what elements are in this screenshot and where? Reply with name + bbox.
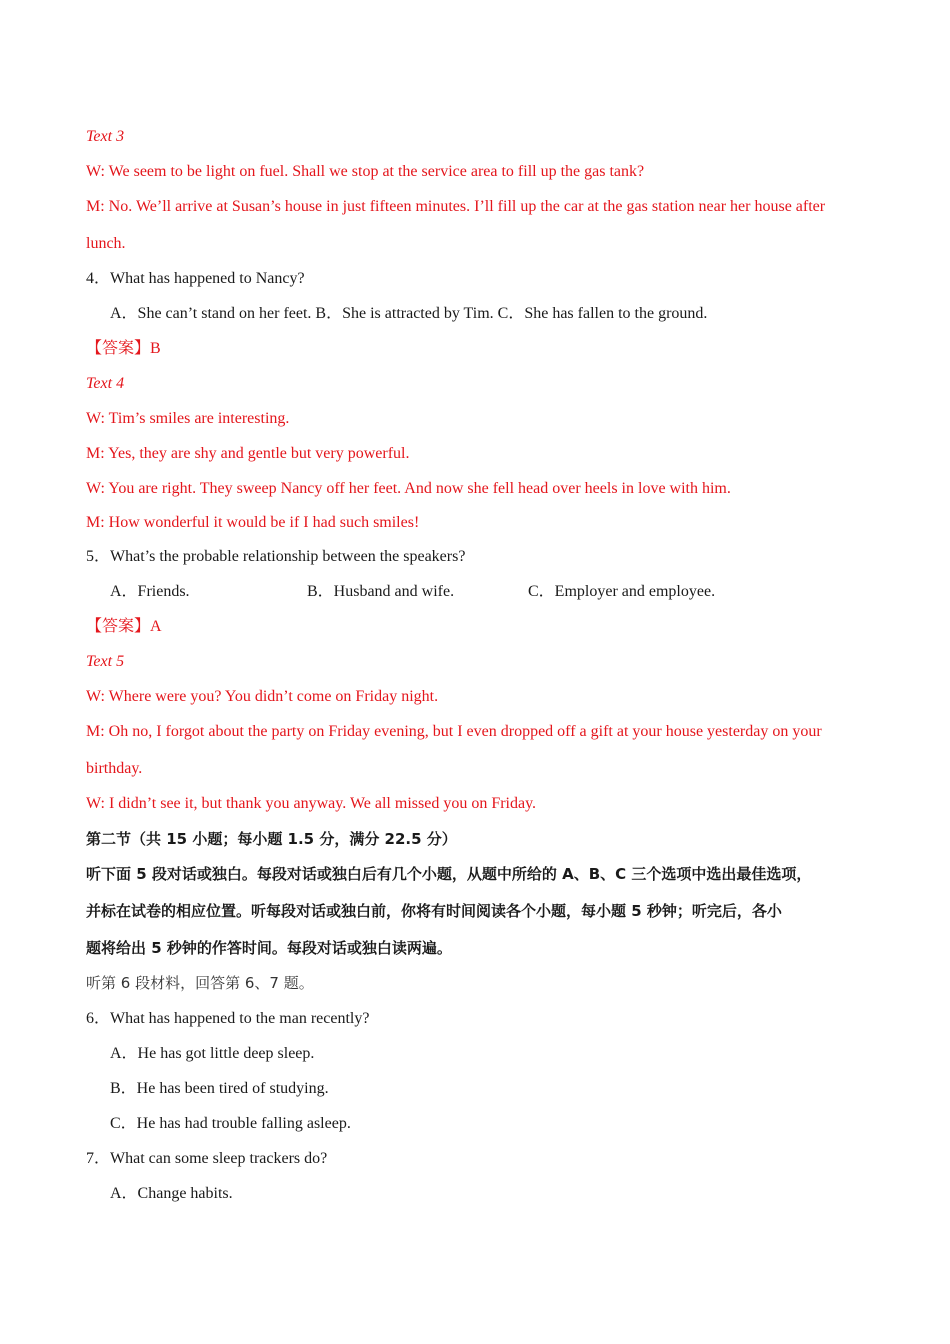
- section-2-instructions: 听下面 5 段对话或独白。每段对话或独白后有几个小题，从题中所给的 A、B、C 三个选项中选出最佳选项，: [86, 865, 812, 883]
- text5-woman-line: W: Where were you? You didn’t come on Friday night.: [86, 688, 439, 705]
- question-6-option-c: C．He has had trouble falling asleep.: [110, 1115, 351, 1132]
- question-7-option-a: A．Change habits.: [110, 1185, 233, 1202]
- text4-line: M: Yes, they are shy and gentle but very powerful.: [86, 445, 410, 462]
- text5-man-line: M: Oh no, I forgot about the party on Friday evening, but I even dropped off a gift at your house yesterday on your: [86, 723, 822, 740]
- question-4-options: A．She can’t stand on her feet. B．She is attracted by Tim. C．She has fallen to the ground.: [110, 305, 708, 322]
- question-6: 6．What has happened to the man recently?: [86, 1010, 370, 1027]
- question-6-option-b: B．He has been tired of studying.: [110, 1080, 329, 1097]
- text5-man-line-cont: birthday.: [86, 760, 143, 777]
- question-5: 5．What’s the probable relationship between the speakers?: [86, 548, 466, 565]
- question-5-answer: 【答案】A: [86, 618, 162, 635]
- question-7: 7．What can some sleep trackers do?: [86, 1150, 328, 1167]
- text4-line: M: How wonderful it would be if I had such smiles!: [86, 514, 420, 531]
- section-2-instructions: 题将给出 5 秒钟的作答时间。每段对话或独白读两遍。: [86, 939, 452, 957]
- section-2-heading: 第二节（共 15 小题；每小题 1.5 分，满分 22.5 分）: [86, 830, 457, 848]
- text3-man-line: M: No. We’ll arrive at Susan’s house in just fifteen minutes. I’ll fill up the car at the gas station near her house after: [86, 198, 826, 215]
- question-5-option-c: C．Employer and employee.: [528, 583, 716, 600]
- section-2-instructions: 并标在试卷的相应位置。听每段对话或独白前，你将有时间阅读各个小题，每小题 5 秒钟；听完后，各小: [86, 902, 782, 920]
- question-4-answer: 【答案】B: [86, 340, 161, 357]
- text5-label: Text 5: [86, 653, 125, 670]
- text3-man-line-cont: lunch.: [86, 235, 126, 252]
- question-4: 4．What has happened to Nancy?: [86, 270, 305, 287]
- question-6-option-a: A．He has got little deep sleep.: [110, 1045, 315, 1062]
- text4-line: W: You are right. They sweep Nancy off her feet. And now she fell head over heels in love with him.: [86, 480, 731, 497]
- text3-woman-line: W: We seem to be light on fuel. Shall we stop at the service area to fill up the gas tank?: [86, 163, 645, 180]
- text4-line: W: Tim’s smiles are interesting.: [86, 410, 290, 427]
- question-5-option-b: B．Husband and wife.: [307, 583, 455, 600]
- text3-label: Text 3: [86, 128, 125, 145]
- text4-label: Text 4: [86, 375, 125, 392]
- text5-woman-line-2: W: I didn’t see it, but thank you anyway. We all missed you on Friday.: [86, 795, 537, 812]
- material-note: 听第 6 段材料，回答第 6、7 题。: [86, 974, 314, 992]
- question-5-option-a: A．Friends.: [110, 583, 190, 600]
